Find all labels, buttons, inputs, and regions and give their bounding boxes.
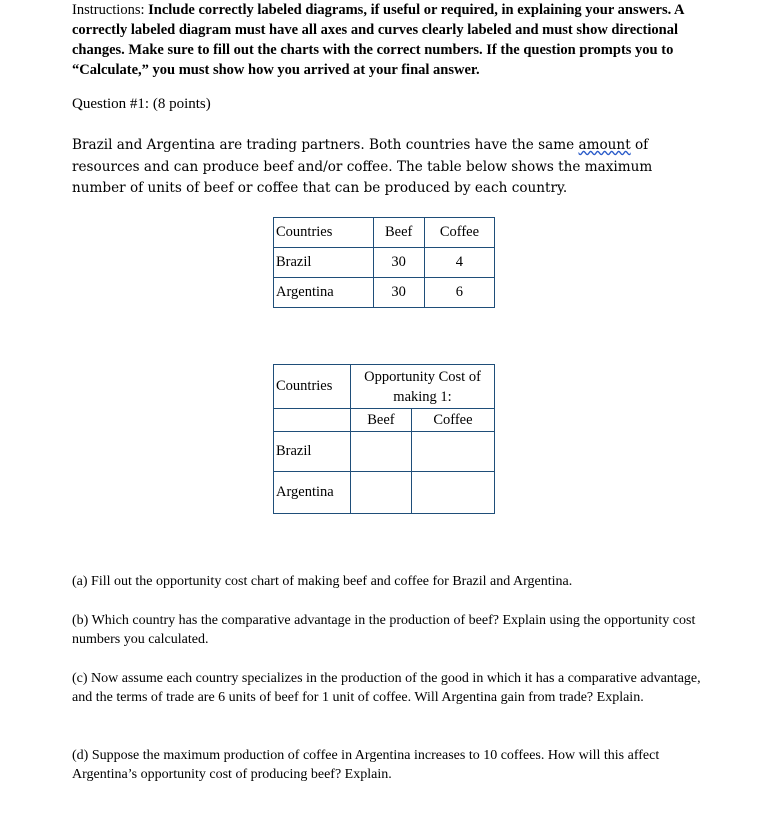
instructions-bold: Include correctly labeled diagrams, if useful or required, in explaining your answers. A correctly labeled diagram must have all axes and curves clearly labeled and must show directional changes. Make sure to fill out the charts with the correct numbers. If the question prompts you to “Calculate,” you must show how you arrived at your final answer.: [72, 2, 684, 78]
empty-cell: [411, 472, 494, 514]
question-a: (a) Fill out the opportunity cost chart of making beef and coffee for Brazil and Argentina.: [72, 574, 573, 589]
header-cell: Beef: [373, 218, 424, 248]
cell: 30: [373, 278, 424, 308]
cell: Argentina: [274, 472, 351, 514]
header-cell: Coffee: [424, 218, 494, 248]
intro-paragraph: [72, 135, 702, 200]
table-row: [274, 472, 495, 514]
empty-cell: [411, 432, 494, 472]
cell: Brazil: [274, 248, 374, 278]
cell: 6: [424, 278, 494, 308]
table-header-row: [274, 365, 495, 409]
instructions-prefix: Instructions:: [72, 2, 149, 18]
instructions: [72, 0, 712, 80]
opportunity-cost-table: [273, 364, 495, 514]
intro-text-rest: of resources and can produce beef and/or coffee. The table below shows the maximum number of units of beef or coffee that can be produced by each country.: [72, 137, 653, 196]
header-cell: Opportunity Cost of making 1:: [351, 365, 495, 409]
question-c: (c) Now assume each country specializes in the production of the good in which it has a comparative advantage, and the terms of trade are 6 units of beef for 1 unit of coffee. Will Argentina gain from trade? Explain.: [72, 671, 701, 705]
cell: [274, 409, 351, 432]
question-title: Question #1: (8 points): [72, 96, 211, 112]
header-cell: Beef: [351, 409, 412, 432]
cell: Brazil: [274, 432, 351, 472]
header-cell: Countries: [274, 218, 374, 248]
table-header-row: [274, 218, 495, 248]
table-row: [274, 248, 495, 278]
cell: 4: [424, 248, 494, 278]
empty-cell: [351, 472, 412, 514]
empty-cell: [351, 432, 412, 472]
intro-text: Brazil and Argentina are trading partners. Both countries have the same: [72, 137, 579, 153]
question-b: (b) Which country has the comparative advantage in the production of beef? Explain using the opportunity cost numbers you calculated.: [72, 613, 696, 647]
production-table: [273, 217, 495, 308]
table-subheader-row: [274, 409, 495, 432]
cell: Argentina: [274, 278, 374, 308]
cell: 30: [373, 248, 424, 278]
spellcheck-underlined-word: amount: [578, 137, 631, 153]
header-cell: Coffee: [411, 409, 494, 432]
table-row: [274, 278, 495, 308]
header-cell: Countries: [274, 365, 351, 409]
question-d: (d) Suppose the maximum production of coffee in Argentina increases to 10 coffees. How will this affect Argentina’s opportunity cost of producing beef? Explain.: [72, 748, 660, 782]
table-row: [274, 432, 495, 472]
